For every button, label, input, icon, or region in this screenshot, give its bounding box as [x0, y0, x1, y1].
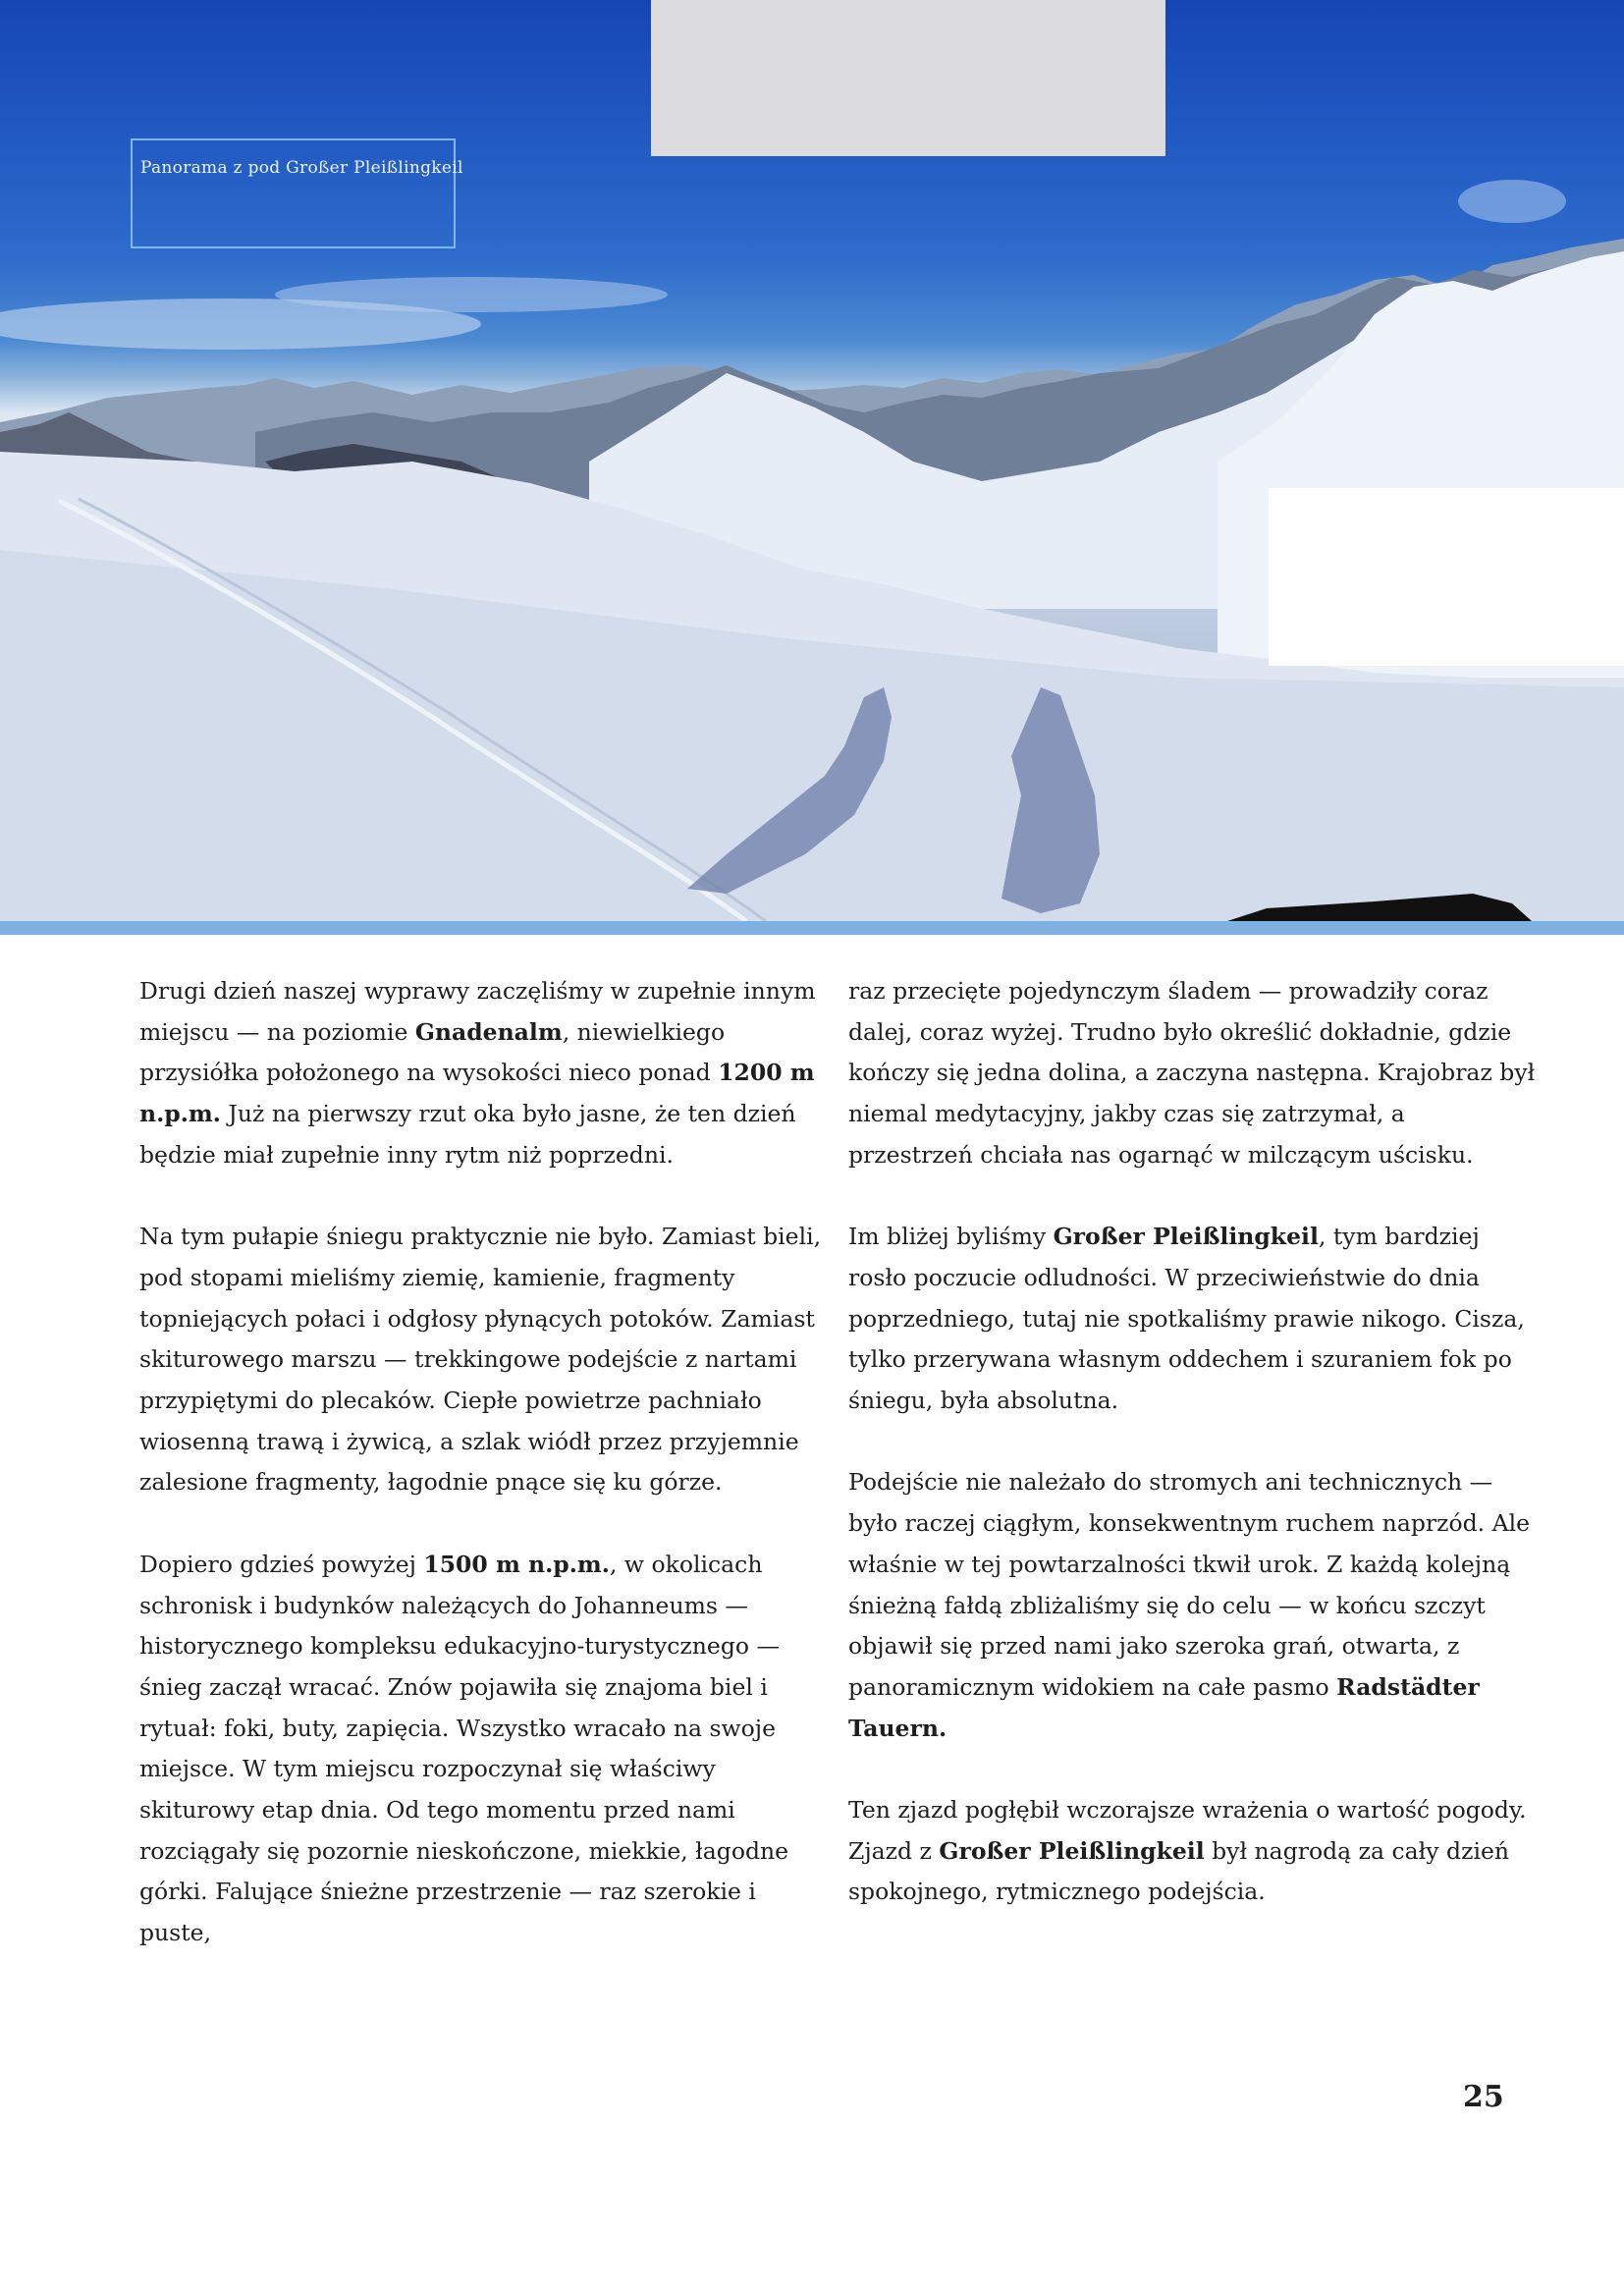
- caption-frame: [131, 138, 456, 248]
- photo-caption: Panorama z pod Großer Pleißlingkeil: [140, 158, 463, 178]
- article-column-left: [139, 971, 827, 1995]
- top-placeholder-panel: [651, 0, 1165, 156]
- elevation: 1200 m n.p.m.: [139, 1059, 815, 1128]
- paragraph: Im bliżej byliśmy Großer Pleißlingkeil, tym bardziej rosło poczucie odludności. W przeciwieństwie do dnia poprzedniego, tutaj nie spotkaliśmy prawie nikogo. Cisza, tylko przerywana własnym oddechem i szuraniem fok po śniegu, była absolutna.: [848, 1223, 1525, 1415]
- elevation: 1500 m n.p.m.: [423, 1550, 610, 1578]
- place-name: Gnadenalm: [414, 1017, 563, 1046]
- article-column-right: [848, 971, 1536, 1954]
- peak-name: Großer Pleißlingkeil: [1053, 1223, 1319, 1251]
- paragraph: Na tym pułapie śniegu praktycznie nie było. Zamiast bieli, pod stopami mieliśmy ziemię, kamienie, fragmenty topniejących połaci i odgłosy płynących potoków. Zamiast skiturowego marszu — trekkingowe podejście z nartami przypiętymi do plecaków. Ciepłe powietrze pachniało wiosenną trawą i żywicą, a szlak wiódł przez przyjemnie zalesione fragmenty, łagodnie pnące się ku górze.: [139, 1223, 822, 1497]
- paragraph: Drugi dzień naszej wyprawy zaczęliśmy w zupełnie innym miejscu — na poziomie Gnadenalm, niewielkiego przysiółka położonego na wysokości nieco ponad 1200 m n.p.m. Już na pierwszy rzut oka było jasne, że ten dzień będzie miał zupełnie inny rytm niż poprzedni.: [139, 977, 816, 1169]
- paragraph: Dopiero gdzieś powyżej 1500 m n.p.m., w okolicach schronisk i budynków należących do Johanneums — historycznego kompleksu edukacyjno-turystycznego — śnieg zaczął wracać. Znów pojawiła się znajoma biel i rytuał: foki, buty, zapięcia. Wszystko wracało na swoje miejsce. W tym miejscu rozpoczynał się właściwy skiturowy etap dnia. Od tego momentu przed nami rozciągały się pozornie nieskończone, miekkie, łagodne górki. Falujące śnieżne przestrzenie — raz szerokie i puste,: [139, 1550, 789, 1947]
- page-number: 25: [1463, 2080, 1504, 2114]
- range-name: Radstädter Tauern.: [848, 1672, 1480, 1742]
- paragraph: raz przecięte pojedynczym śladem — prowadziły coraz dalej, coraz wyżej. Trudno było określić dokładnie, gdzie kończy się jedna dolina, a zaczyna następna. Krajobraz był niemal medytacyjny, jakby czas się zatrzymał, a przestrzeń chciała nas ogarnąć w milczącym uścisku.: [848, 977, 1536, 1169]
- accent-bar: [0, 921, 1624, 935]
- paragraph: Ten zjazd pogłębił wczorajsze wrażenia o wartość pogody. Zjazd z Großer Pleißlingkeil był nagrodą za cały dzień spokojnego, rytmicznego podejścia.: [848, 1796, 1527, 1906]
- paragraph: Podejście nie należało do stromych ani technicznych — było raczej ciągłym, konsekwentnym ruchem naprzód. Ale właśnie w tej powtarzalności tkwił urok. Z każdą kolejną śnieżną fałdą zbliżaliśmy się do celu — w końcu szczyt objawił się przed nami jako szeroka grań, otwarta, z panoramicznym widokiem na całe pasmo Radstädter Tauern.: [848, 1468, 1531, 1742]
- side-placeholder-panel: [1269, 488, 1624, 666]
- peak-name: Großer Pleißlingkeil: [939, 1836, 1205, 1865]
